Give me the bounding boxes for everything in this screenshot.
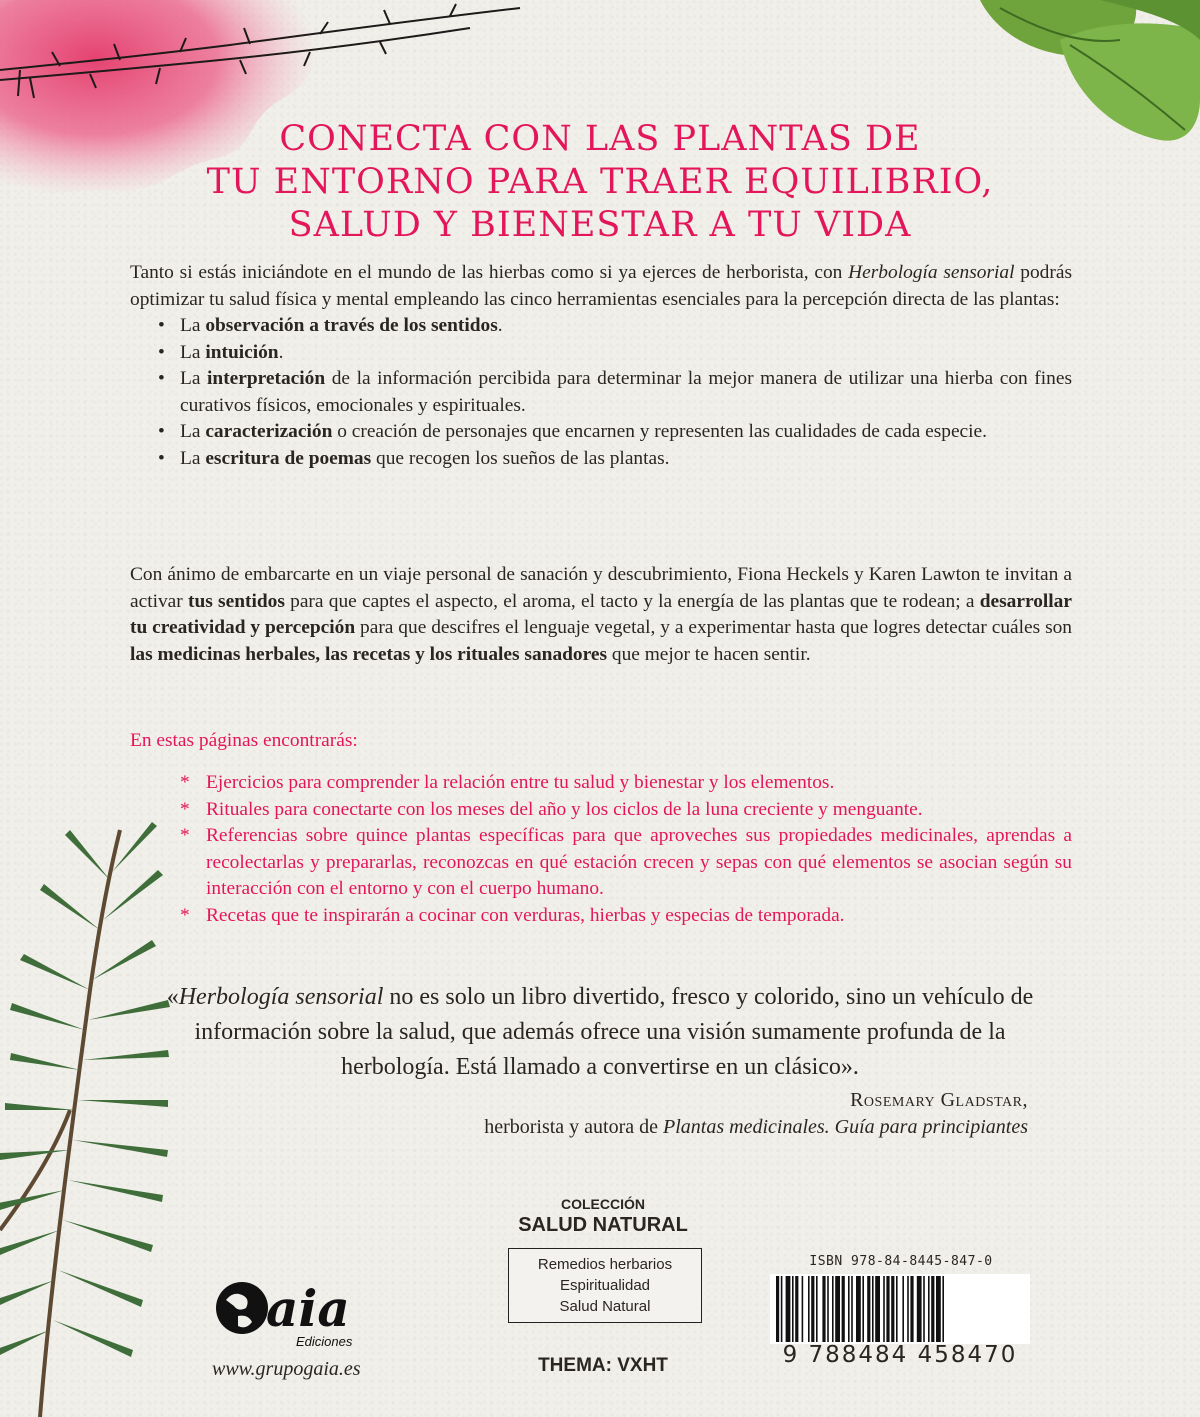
testimonial-quote: «Herbología sensorial no es solo un libro divertido, fresco y colorido, sino un vehículo de información sobre la salud, que además ofrece una visión sumamente profunda de la herbología. Está llamado a convertirse en un clásico». (166, 984, 1034, 1080)
list-item: * Rituales para conectarte con los meses del año y los ciclos de la luna creciente y menguante. (206, 797, 1072, 824)
isbn-label: ISBN 978-84-8445-847-0 (809, 1254, 993, 1269)
topic-item: Remedios herbarios (537, 1256, 673, 1273)
headline-line: TU ENTORNO PARA TRAER EQUILIBRIO, (206, 162, 994, 202)
svg-text:aia: aia (266, 1279, 350, 1338)
tools-list (130, 313, 1072, 472)
headline-line: SALUD Y BIENESTAR A TU VIDA (288, 205, 912, 245)
list-item: * Recetas que te inspirarán a cocinar con verduras, hierbas y especias de temporada. (206, 903, 1072, 930)
isbn-digits: 9 788484 458470 (782, 1342, 1018, 1368)
collection-label: COLECCIÓN (561, 1196, 645, 1212)
thema-code: THEMA: VXHT (538, 1355, 668, 1376)
collection-name: SALUD NATURAL (518, 1214, 688, 1236)
intro-paragraph: Tanto si estás iniciándote en el mundo de las hierbas como si ya ejerces de herborista, con Herbología sensorial podrás optimizar tu salud física y mental empleando las cinco herramientas esenciales para la percepción directa de las plantas: (130, 262, 1072, 310)
list-item: • La interpretación de la información percibida para determinar la mejor manera de utilizar una hierba con fines curativos físicos, emocionales y espirituales. (180, 366, 1072, 419)
book-title: Herbología sensorial (848, 262, 1015, 283)
thorny-branch-illustration (0, 0, 540, 100)
headline-line: CONECTA CON LAS PLANTAS DE (279, 119, 921, 159)
list-item: * Referencias sobre quince plantas específicas para que aproveches sus propiedades medicinales, aprendas a recolectarlas y prepararlas, reconozcas en qué estación crecen y sepas con qué elementos se asocian según su interacción con el entorno y con el cuerpo humano. (206, 823, 1072, 903)
svg-text:Ediciones: Ediciones (296, 1334, 353, 1349)
list-item: • La intuición. (180, 340, 1072, 367)
collection-label-block (503, 1196, 703, 1237)
list-item: * Ejercicios para comprender la relación entre tu salud y bienestar y los elementos. (206, 770, 1072, 797)
quote-author-role: herborista y autora de Plantas medicinales. Guía para principiantes (484, 1116, 1028, 1138)
gaia-ediciones-logo (208, 1270, 398, 1355)
list-item: • La observación a través de los sentidos. (180, 313, 1072, 340)
quote-author: Rosemary Gladstar, (850, 1089, 1028, 1111)
contents-list (130, 770, 1072, 929)
collection-topics-box (508, 1248, 702, 1323)
topic-item: Espiritualidad (559, 1277, 651, 1294)
topic-item: Salud Natural (559, 1298, 651, 1315)
contents-section (130, 770, 1072, 929)
intro-section (130, 260, 1072, 472)
list-item: • La caracterización o creación de personajes que encarnen y representen las cualidades de cada especie. (180, 419, 1072, 446)
contents-title: En estas páginas encontrarás: (130, 730, 358, 751)
back-cover-headline (100, 118, 1100, 247)
publisher-url[interactable]: www.grupogaia.es (212, 1358, 361, 1380)
isbn-barcode (770, 1274, 1030, 1344)
authors-paragraph: Con ánimo de embarcarte en un viaje personal de sanación y descubrimiento, Fiona Heckels y Karen Lawton te invitan a activar tus sentidos para que captes el aspecto, el aroma, el tacto y la energía de las plantas que te rodean; a desarrollar tu creatividad y percepción para que descifres el lenguaje vegetal, y a experimentar hasta que logres detectar cuáles son las medicinas herbales, las recetas y los rituales sanadores que mejor te hacen sentir. (130, 564, 1073, 665)
list-item: • La escritura de poemas que recogen los sueños de las plantas. (180, 446, 1072, 473)
